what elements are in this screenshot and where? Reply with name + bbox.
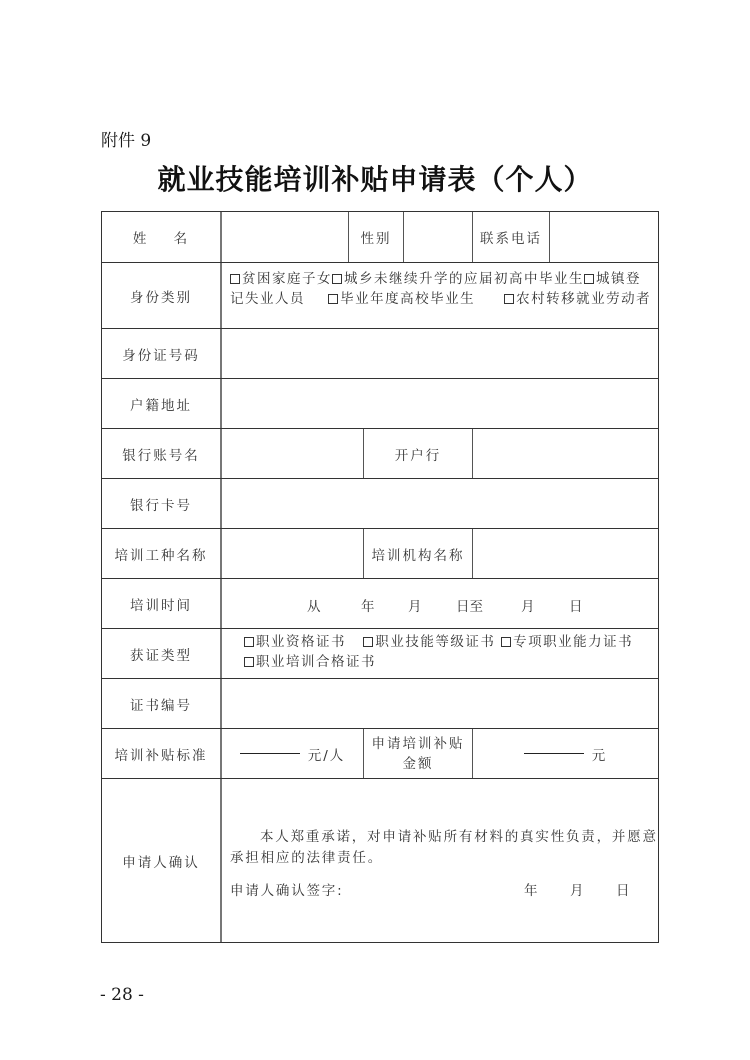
checkbox-icon[interactable]	[244, 637, 254, 647]
name-field[interactable]	[220, 212, 348, 262]
subsidy-amount-field[interactable]	[472, 729, 658, 778]
training-time-end-day: 日	[569, 599, 585, 615]
confirmation-label: 申请人确认	[122, 854, 200, 871]
gender-label: 性别	[348, 212, 403, 262]
certificate-number-label: 证书编号	[130, 697, 192, 714]
signature-label: 申请人确认签字:	[230, 883, 344, 899]
row-id-number	[102, 328, 658, 378]
row-bank-card	[102, 478, 658, 528]
identity-option-3[interactable]: 城镇登记失业人员	[230, 271, 641, 307]
training-type-label: 培训工种名称	[114, 547, 208, 564]
gender-field[interactable]	[403, 212, 472, 262]
certificate-option-3[interactable]: 专项职业能力证书	[501, 634, 633, 650]
checkbox-icon[interactable]	[230, 274, 240, 284]
bank-label: 开户行	[363, 429, 472, 478]
bank-field[interactable]	[472, 429, 658, 478]
row-identity-type	[102, 262, 658, 328]
subsidy-standard-field[interactable]	[220, 729, 363, 778]
signature-date-month: 月	[570, 883, 586, 899]
id-number-field[interactable]	[220, 329, 658, 378]
bank-card-field[interactable]	[220, 479, 658, 528]
phone-label: 联系电话	[472, 212, 549, 262]
confirmation-area	[220, 779, 658, 942]
certificate-type-label: 获证类型	[130, 647, 192, 664]
row-certificate-type	[102, 628, 658, 678]
row-certificate-number	[102, 678, 658, 728]
bank-account-name-field[interactable]	[220, 429, 363, 478]
certificate-option-4[interactable]: 职业培训合格证书	[244, 654, 376, 670]
form-title: 就业技能培训补贴申请表（个人）	[157, 163, 593, 196]
institution-label: 培训机构名称	[363, 529, 472, 578]
signature-date-year: 年	[524, 883, 540, 899]
identity-option-5[interactable]: 农村转移就业劳动者	[504, 291, 651, 307]
training-type-field[interactable]	[220, 529, 363, 578]
identity-option-4[interactable]: 毕业年度高校毕业生	[328, 291, 475, 307]
checkbox-icon[interactable]	[363, 637, 373, 647]
training-time-label: 培训时间	[130, 597, 192, 614]
id-number-label: 身份证号码	[122, 347, 200, 364]
row-basic-info	[102, 212, 658, 262]
identity-option-1[interactable]: 贫困家庭子女	[230, 271, 332, 287]
bank-account-name-label: 银行账号名	[122, 447, 200, 464]
checkbox-icon[interactable]	[504, 294, 514, 304]
phone-field[interactable]	[549, 212, 658, 262]
training-time-end-month: 月	[521, 599, 537, 615]
certificate-type-options	[220, 629, 658, 678]
checkbox-icon[interactable]	[244, 657, 254, 667]
subsidy-amount-label: 申请培训补贴 金额	[363, 729, 472, 778]
subsidy-standard-unit: 元/人	[307, 747, 346, 764]
training-time-field[interactable]	[220, 579, 658, 628]
checkbox-icon[interactable]	[584, 274, 594, 284]
household-address-field[interactable]	[220, 379, 658, 428]
certificate-option-1[interactable]: 职业资格证书	[244, 634, 346, 650]
training-time-year: 年	[361, 599, 377, 615]
signature-date-day: 日	[616, 883, 632, 899]
identity-option-2[interactable]: 城乡未继续升学的应届初高中毕业生	[332, 271, 584, 287]
subsidy-standard-label: 培训补贴标准	[114, 747, 208, 764]
page-number: - 28 -	[100, 985, 144, 1005]
bank-card-label: 银行卡号	[130, 497, 192, 514]
row-training-time	[102, 578, 658, 628]
training-time-day-to: 日至	[456, 599, 483, 615]
training-time-from: 从	[307, 599, 323, 615]
row-confirmation	[102, 778, 658, 942]
household-address-label: 户籍地址	[130, 397, 192, 414]
certificate-option-2[interactable]: 职业技能等级证书	[363, 634, 495, 650]
row-subsidy	[102, 728, 658, 778]
checkbox-icon[interactable]	[328, 294, 338, 304]
attachment-label: 附件 9	[101, 131, 152, 151]
row-household-address	[102, 378, 658, 428]
checkbox-icon[interactable]	[501, 637, 511, 647]
row-bank-account	[102, 428, 658, 478]
institution-field[interactable]	[472, 529, 658, 578]
confirmation-statement-line2: 承担相应的法律责任。	[230, 850, 383, 866]
checkbox-icon[interactable]	[332, 274, 342, 284]
identity-type-label: 身份类别	[130, 289, 192, 306]
subsidy-amount-blank[interactable]	[524, 753, 584, 754]
name-label: 姓 名	[132, 231, 190, 247]
row-training-type	[102, 528, 658, 578]
signature-field[interactable]	[362, 875, 512, 897]
confirmation-statement-line1: 本人郑重承诺，对申请补贴所有材料的真实性负责，并愿意	[260, 829, 658, 845]
certificate-number-field[interactable]	[220, 679, 658, 728]
application-form	[101, 211, 659, 943]
subsidy-standard-blank[interactable]	[240, 753, 300, 754]
training-time-month: 月	[408, 599, 424, 615]
identity-type-options	[220, 263, 658, 328]
subsidy-amount-unit: 元	[591, 747, 608, 764]
